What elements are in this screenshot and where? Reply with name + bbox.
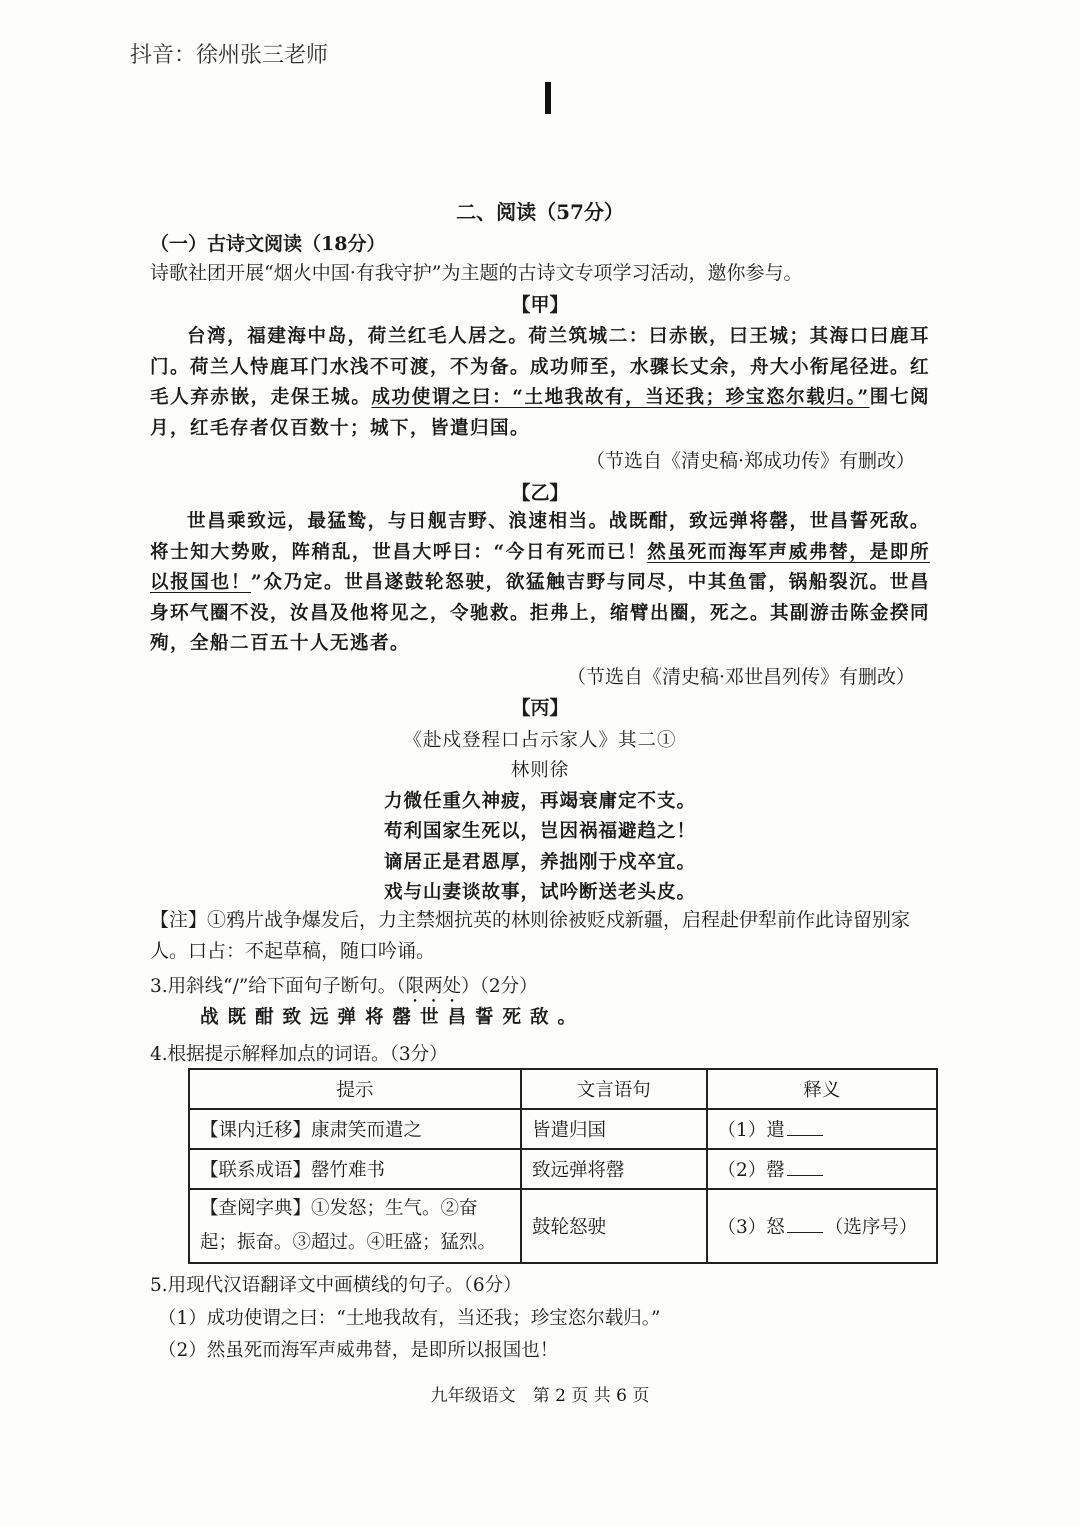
vocab-table [188, 1068, 938, 1264]
passage-jia-source: （节选自《清史稿·郑成功传》有删改） [585, 450, 915, 472]
sentence-cell: 皆遣归国 [521, 1109, 706, 1149]
hint-cell: 【查阅字典】①发怒；生气。②奋起；振奋。③超过。④旺盛；猛烈。 [189, 1189, 521, 1263]
meaning-cell[interactable] [707, 1149, 937, 1189]
yi-underlined-sentence: 然虽死而海军声威弗替，是即所以报国也！ [150, 541, 930, 593]
poem-title: 《赴戍登程口占示家人》其二① [403, 730, 677, 751]
answer-blank[interactable] [787, 1175, 823, 1176]
table-row [189, 1109, 937, 1149]
section-title: 二、阅读（57分） [456, 200, 624, 224]
passage-jia-label: 【甲】 [511, 294, 569, 316]
sentence-cell: 致远弹将罄 [521, 1149, 706, 1189]
table-row [189, 1189, 937, 1263]
hint-cell: 【联系成语】罄竹难书 [189, 1149, 521, 1189]
poem-line: 力微任重久神疲，再竭衰庸定不支。 [383, 791, 696, 812]
page-mark-bar [545, 82, 551, 114]
meaning-label: （2）罄 [717, 1160, 785, 1181]
q3-emphasis: 限两处 [405, 976, 462, 997]
passage-bing-label: 【丙】 [511, 697, 569, 719]
jia-text-before: 台湾，福建海中岛，荷兰红毛人居之。荷兰筑城二：曰赤嵌，曰王城；其海口曰鹿耳门。荷兰人恃鹿耳门水浅不可渡，不为备。成功师至，水骤长丈余，舟大小衔尾径进。红毛人弃赤嵌，走保王城。 [150, 326, 931, 408]
q3-suffix: ）（2分） [461, 976, 538, 997]
q3-sentence: 战既酣致远弹将罄世昌誓死敌。 [200, 1007, 586, 1028]
yi-text-before: 世昌乘致远，最猛鸷，与日舰吉野、浪速相当。战既酣，致远弹将罄，世昌誓死敌。将士知大势败，阵稍乱，世昌大呼曰：“今日有死而已！ [150, 511, 930, 563]
passage-jia-text [150, 322, 930, 444]
page-footer: 九年级语文 第 2 页 共 6 页 [430, 1386, 650, 1406]
meaning-label: （3）怒 [717, 1217, 785, 1238]
table-header: 释义 [707, 1069, 937, 1109]
table-header: 提示 [189, 1069, 521, 1109]
question-5-title: 5.用现代汉语翻译文中画横线的句子。（6分） [150, 1275, 522, 1296]
answer-blank[interactable] [787, 1232, 823, 1233]
question-3 [150, 972, 538, 1007]
poem-line: 苟利国家生死以，岂因祸福避趋之！ [383, 821, 696, 842]
question-4-title: 4.根据提示解释加点的词语。（3分） [150, 1044, 448, 1065]
table-header-row [189, 1069, 937, 1109]
meaning-cell[interactable] [707, 1189, 937, 1263]
subsection-title: （一）古诗文阅读（18分） [150, 233, 386, 255]
question-5-item: （2）然虽死而海军声威弗替，是即所以报国也！ [158, 1340, 559, 1361]
hint-cell: 【课内迁移】康肃笑而遣之 [189, 1109, 521, 1149]
table-header: 文言语句 [521, 1069, 706, 1109]
table-row [189, 1149, 937, 1189]
answer-blank[interactable] [787, 1135, 823, 1136]
intro-text: 诗歌社团开展“烟火中国·有我守护”为主题的古诗文专项学习活动，邀你参与。 [150, 262, 803, 284]
note-text: 【注】①鸦片战争爆发后，力主禁烟抗英的林则徐被贬戍新疆，启程赴伊犁前作此诗留别家人。口占：不起草稿，随口吟诵。 [150, 909, 911, 962]
jia-text-after: 围七阅月，红毛存者仅百数十；城下，皆遣归国。 [150, 387, 930, 439]
passage-yi-source: （节选自《清史稿·邓世昌列传》有删改） [566, 666, 915, 688]
yi-text-after: ”众乃定。世昌遂鼓轮怒驶，欲猛触吉野与同尽，中其鱼雷，锅船裂沉。世昌身环气圈不没，汝昌及他将见之，令驰救。拒弗上，缩臂出圈，死之。其副游击陈金揆同殉，全船二百五十人无逃者。 [150, 572, 931, 654]
poem-author: 林则徐 [510, 760, 570, 781]
passage-yi-text [150, 507, 930, 660]
jia-underlined-sentence: 成功使谓之曰：“土地我故有，当还我；珍宝恣尔载归。” [371, 387, 870, 408]
passage-yi-label: 【乙】 [511, 482, 569, 504]
poem-line: 戏与山妻谈故事，试吟断送老头皮。 [383, 882, 696, 903]
q3-prefix: 3.用斜线“/”给下面句子断句。（ [150, 976, 406, 997]
poem-line: 谪居正是君恩厚，养拙刚于戍卒宜。 [383, 852, 696, 873]
watermark-text: 抖音：徐州张三老师 [130, 43, 329, 68]
sentence-cell: 鼓轮怒驶 [521, 1189, 706, 1263]
meaning-cell[interactable] [707, 1109, 937, 1149]
meaning-suffix: （选序号） [824, 1217, 918, 1238]
meaning-label: （1）遣 [717, 1120, 785, 1141]
question-5-item: （1）成功使谓之曰：“土地我故有，当还我；珍宝恣尔载归。” [158, 1308, 661, 1329]
